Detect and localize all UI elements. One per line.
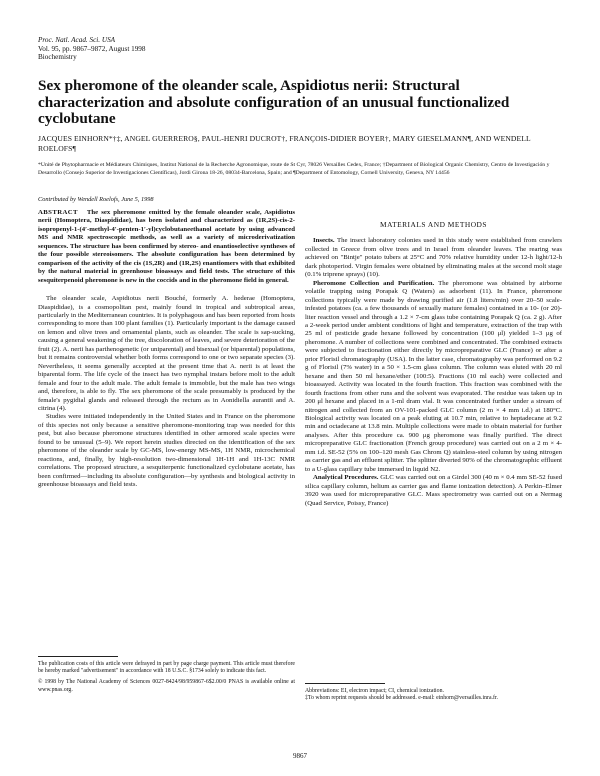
author-list: JACQUES EINHORN*†‡, ANGEL GUERRERO§, PAUL-HENRI DUCROT†, FRANÇOIS-DIDIER BOYER†, MARY GIESELMANN¶, AND WENDELL ROELOFS¶: [38, 134, 531, 154]
intro-paragraph-1: The oleander scale, Aspidiotus nerii Bouché, formerly A. hederae (Homoptera, Diaspididae), is a cosmopolitan pest, mainly found in tropical and subtropical areas, particularly in the Mediterranean countries. It is polyphagous and has been reported from hosts corresponding to more than 100 plant families (1). Particularly important is the damage caused on lemon and olive trees and ornamental plants, such as oleander. The scale is sap-sucking, causing a general weakening of the tree, discoloration of leaves, and severe deterioration of the fruit (2). A. nerii has parthenogenetic (or uniparental) and bisexual (or biparental) populations, but it remains controversial whether both forms correspond to one or two separate species (3). Nevertheless, it seems generally accepted at the present time that A. nerii is at least the biparental form. The life cycle of the insect has two nymphal instars before molt to the adult female and four to the adult male. The adult female is immobile, but the male has two wings and, therefore, is able to fly. The sex pheromone of the scale presumably is produced by the female's pygidial glands and released through the rectum as in Aonidiella aurantii and A. citrina (4).: [38, 295, 295, 412]
insects-heading: Insects.: [313, 237, 335, 245]
journal-volume: Vol. 95, pp. 9867–9872, August 1998: [38, 44, 146, 53]
analytical-text: GLC was carried out on a Girdel 300 (40 m × 0.4 mm SE-52 fused silica capillary column, helium as carrier gas and flame ionization detection). A Perkin–Elmer 3920 was used for micropreparative GLC. Mass spectrometry was carried out on a Nermag (Quad Service, Poissy, France): [305, 474, 562, 507]
journal-header: [38, 36, 146, 62]
footnote-rule-right: [305, 683, 385, 684]
publication-costs-note: The publication costs of this article were defrayed in part by page charge payment. This article must therefore be hereby marked "advertisement" in accordance with 18 U.S.C. §1734 solely to indicate this fact.: [38, 661, 295, 675]
analytical-heading: Analytical Procedures.: [313, 474, 379, 482]
right-column: [305, 209, 562, 508]
page-number: 9867: [293, 752, 307, 760]
copyright-note: © 1998 by The National Academy of Sciences 0027-8424/98/959867-6$2.00/0 PNAS is available online at www.pnas.org.: [38, 679, 295, 693]
collection-paragraph: [305, 280, 562, 474]
section-heading: MATERIALS AND METHODS: [380, 220, 487, 229]
insects-text: The insect laboratory colonies used in this study were established from crawlers collected in Greece from olive trees and in Israel from oleander leaves. The rearing was achieved on "Bintje" potato tubers at 25°C and 70% relative humidity under 12-h light/12-h dark photoperiod. Virgin females were obtained by eliminating males at the second molt stage (0.1% triprene sprays) (10).: [305, 237, 562, 279]
footnote-rule-left: [38, 656, 118, 657]
abstract-text: The sex pheromone emitted by the female oleander scale, Aspidiotus nerii (Homoptera, Diaspididae), has been isolated and characterized as (1R,2S)-cis-2-isopropenyl-1-(4′-methyl-4′-penten-1′-yl)cyclobutaneethanol acetate by using advanced MS and NMR spectroscopic methods, as well as a variety of microderivatization sequences. The structure has been confirmed by stereo- and enantioselective syntheses of the four possible stereoisomers. The absolute configuration has been determined by comparison of the activity of the cis (1S,2R) and (1R,2S) enantiomers with that exhibited by the natural material in greenhouse bioassays and field tests. The structure of this sesquiterpenoid pheromone is new in the coccids and in the pheromone field in general.: [38, 209, 295, 284]
abbreviations-note: Abbreviations: EI, electron impact; CI, chemical ionization.: [305, 688, 444, 694]
abstract-label: ABSTRACT: [38, 209, 78, 216]
article-title: Sex pheromone of the oleander scale, Aspidiotus nerii: Structural characterization and absolute configuration of an unusual functionalized cyclobutane: [38, 77, 510, 128]
journal-name: Proc. Natl. Acad. Sci. USA: [38, 36, 116, 44]
insects-paragraph: [305, 237, 562, 279]
collection-heading: Pheromone Collection and Purification.: [313, 279, 435, 287]
left-column: [38, 209, 295, 490]
analytical-paragraph: [305, 474, 562, 508]
footnote-right: [305, 688, 562, 703]
affiliations: *Unité de Phytopharmacie et Médiateurs Chimiques, Institut National de la Recherche Agronomique, route de St Cyr, 78026 Versailles Cedex, France; †Department of Biological Organic Chemistry, Centro de Investigación y Desarrollo (Consejo Superior de Investigaciones Científicas), Jordi Girona 18-26, 08034-Barcelona, Spain; and ¶Department of Entomology, Cornell University, Geneva, NY 14456: [38, 162, 550, 176]
journal-section: Biochemistry: [38, 53, 77, 62]
footnote-left: [38, 661, 295, 694]
collection-text: The pheromone was obtained by airborne volatile trapping using Porapak Q (Waters) as adsorbent (11). In France, pheromone collections typically were made by drawing purified air (1.8 liters/min) over 20–50 scale-infested potatoes (ca. a few thousands of sexually mature females) contained in a 10- (or 20)-liter reaction vessel and through a 1.2 × 7-cm glass tube containing Porapak Q (ca. 2 g). After a 2-week period under ambient conditions of light and temperature, extraction of the trap with 25 ml of pesticide grade hexane followed by concentration (100 μl) yielded 1–3 μg of pheromone. A number of collections were combined and concentrated. The combined extracts were subjected to fractionation either directly by micropreparative GLC (France) or after a prior Florisil chromatography (USA). In the latter case, chromatography was performed on 9.2 g of Florisil (7% water) in a 50 × 1.5-cm glass column. The column was eluted with 20 ml hexane and then 50 ml hexane/ether (100:5). Fractions (10 ml each) were collected and bioassayed. Activity was located in the fourth fraction. This fraction was combined with the fourth fractions from other runs and the solvent was evaporated. The residue was taken up in 200 μl hexane and placed in a 1-ml dram vial. It was concentrated further under a stream of nitrogen and collected from an OV-101-packed GLC column (2 m × 4 mm i.d.) at 180°C. Biological activity was located on a peak eluting at 10.7 min, relative to heptadecane at 9.2 min and octadecane at 13.8 min. Multiple collections were made to obtain material for further analyses. After this procedure ca. 900 μg pheromone was finally purified. The direct micropreparative GLC fractionation (French group procedure) was carried out on a 2 m × 4-mm i.d. SE-52 (5% on 100–120 mesh Gas Chrom Q) stainless-steel column by using nitrogen as carrier gas and an effluent splitter. The splitter diverted 90% of the chromatographic effluent to a U-glass capillary tube immersed in liquid N2.: [305, 279, 562, 473]
contributed-by: Contributed by Wendell Roelofs, June 5, 1998: [38, 196, 154, 203]
intro-paragraph-2: Studies were initiated independently in the United States and in France on the pheromone of this species not only because a sensitive pheromone-monitoring trap was needed for this pest, but also because pheromone structures identified in other armored scale species were found to be unusual (5–9). We report herein studies directed on the identification of the sex pheromone of the oleander scale by GC-MS, low-energy MS-MS, 1H NMR, microchemical reactions, and, finally, by high-resolution two-dimensional 1H-1H and 1H-13C NMR correlations. The proposed structure, a sesquiterpenic functionalized cyclobutane acetate, has been confirmed—including its absolute configuration—by synthesis and biological activity in greenhouse bioassays and field tests.: [38, 413, 295, 489]
correspondence-note: ‡To whom reprint requests should be addressed. e-mail: einhorn@versailles.inra.fr.: [305, 695, 498, 702]
abstract: [38, 209, 295, 285]
